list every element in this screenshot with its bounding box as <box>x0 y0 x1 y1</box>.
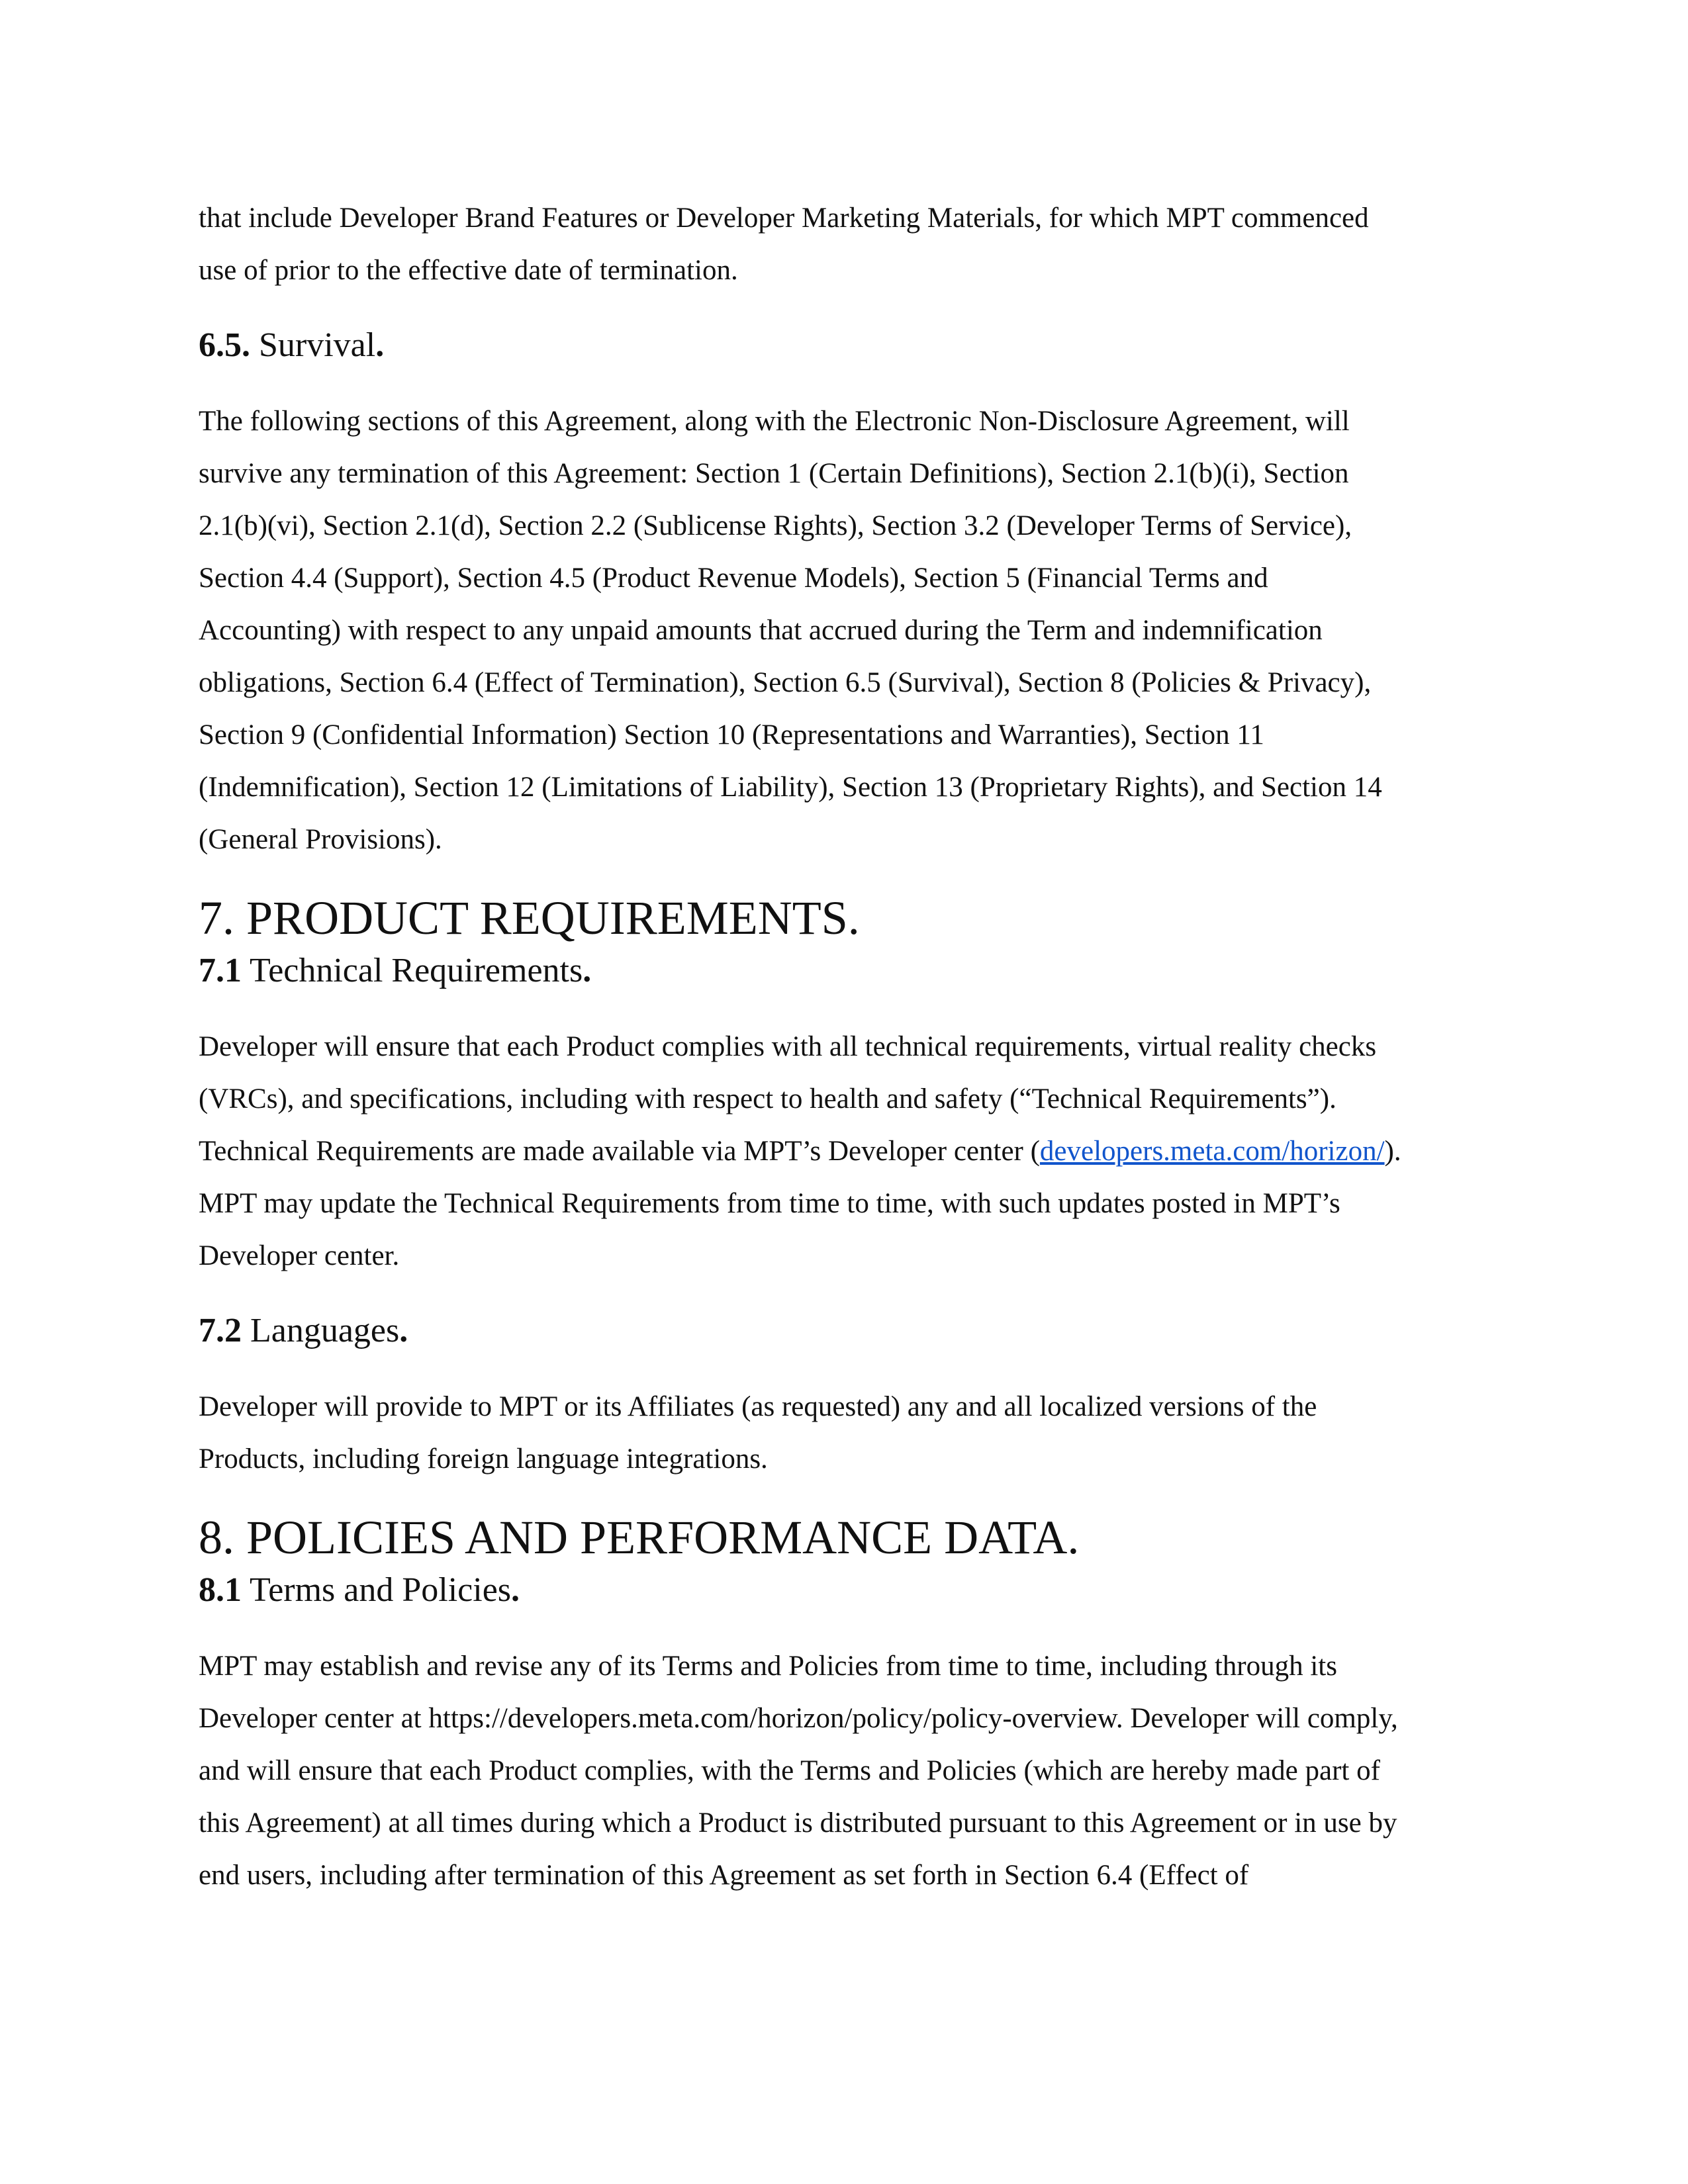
heading-7-1-technical-requirements <box>199 948 1496 994</box>
intro-paragraph <box>199 192 1496 296</box>
text-segment: ). <box>1384 1136 1401 1167</box>
text-line: MPT may update the Technical Requirements from time to time, with such updates posted in MPT’s <box>199 1188 1340 1219</box>
text-line: this Agreement) at all times during which a Product is distributed pursuant to this Agreement or in use by <box>199 1807 1397 1839</box>
heading-8-policies-and-performance-data: 8. POLICIES AND PERFORMANCE DATA. <box>199 1511 1080 1564</box>
technical-requirements-paragraph <box>199 1021 1496 1282</box>
text-line: Developer center. <box>199 1240 400 1271</box>
section-number: 8.1 <box>199 1571 242 1609</box>
section-dot: . <box>583 952 592 989</box>
text-line: MPT may establish and revise any of its Terms and Policies from time to time, including through its <box>199 1651 1337 1682</box>
text-segment: Technical Requirements are made available via MPT’s Developer center ( <box>199 1136 1040 1167</box>
terms-and-policies-paragraph <box>199 1640 1496 1901</box>
text-line: The following sections of this Agreement, along with the Electronic Non-Disclosure Agreement, will <box>199 406 1350 437</box>
text-line: 2.1(b)(vi), Section 2.1(d), Section 2.2 (Sublicense Rights), Section 3.2 (Developer Terms of Service), <box>199 510 1352 541</box>
text-line: Developer will ensure that each Product complies with all technical requirements, virtual reality checks <box>199 1031 1377 1062</box>
text-line: end users, including after termination of this Agreement as set forth in Section 6.4 (Effect of <box>199 1860 1249 1891</box>
text-line: Developer center at https://developers.meta.com/horizon/policy/policy-overview. Developer will comply, <box>199 1703 1398 1734</box>
heading-8-1-terms-and-policies <box>199 1567 1496 1614</box>
heading-7-2-languages <box>199 1308 1496 1354</box>
languages-paragraph <box>199 1381 1496 1485</box>
text-line: that include Developer Brand Features or Developer Marketing Materials, for which MPT commenced <box>199 203 1369 234</box>
text-line: (General Provisions). <box>199 824 442 855</box>
text-line: Section 9 (Confidential Information) Section 10 (Representations and Warranties), Section 11 <box>199 719 1264 751</box>
text-line: survive any termination of this Agreement: Section 1 (Certain Definitions), Section 2.1(b)(i), Section <box>199 458 1349 489</box>
section-dot: . <box>399 1312 408 1349</box>
section-title: Terms and Policies <box>242 1571 512 1609</box>
text-line: obligations, Section 6.4 (Effect of Termination), Section 6.5 (Survival), Section 8 (Policies & Privacy), <box>199 667 1372 698</box>
heading-7-product-requirements: 7. PRODUCT REQUIREMENTS. <box>199 891 860 944</box>
text-line: and will ensure that each Product complies, with the Terms and Policies (which are hereby made part of <box>199 1755 1380 1786</box>
section-number: 6.5. <box>199 326 250 364</box>
heading-6-5-survival <box>199 322 1496 369</box>
text-line: Developer will provide to MPT or its Affiliates (as requested) any and all localized versions of the <box>199 1391 1317 1422</box>
document-page <box>199 192 1496 1901</box>
text-line: use of prior to the effective date of termination. <box>199 255 738 286</box>
text-line: Section 4.4 (Support), Section 4.5 (Product Revenue Models), Section 5 (Financial Terms and <box>199 563 1268 594</box>
section-title: Technical Requirements <box>242 952 583 989</box>
text-line: (Indemnification), Section 12 (Limitations of Liability), Section 13 (Proprietary Rights), and Section 14 <box>199 772 1382 803</box>
developer-center-link[interactable]: developers.meta.com/horizon/ <box>1039 1136 1385 1167</box>
survival-paragraph <box>199 395 1496 866</box>
section-title: Languages <box>242 1312 400 1349</box>
text-line: Products, including foreign language integrations. <box>199 1443 768 1475</box>
text-line: (VRCs), and specifications, including with respect to health and safety (“Technical Requirements”). <box>199 1083 1336 1115</box>
section-number: 7.1 <box>199 952 242 989</box>
text-line <box>199 1125 1496 1177</box>
text-line: Accounting) with respect to any unpaid amounts that accrued during the Term and indemnification <box>199 615 1323 646</box>
section-dot: . <box>511 1571 520 1609</box>
section-number: 7.2 <box>199 1312 242 1349</box>
section-title: Survival <box>259 326 376 364</box>
section-dot: . <box>375 326 385 364</box>
